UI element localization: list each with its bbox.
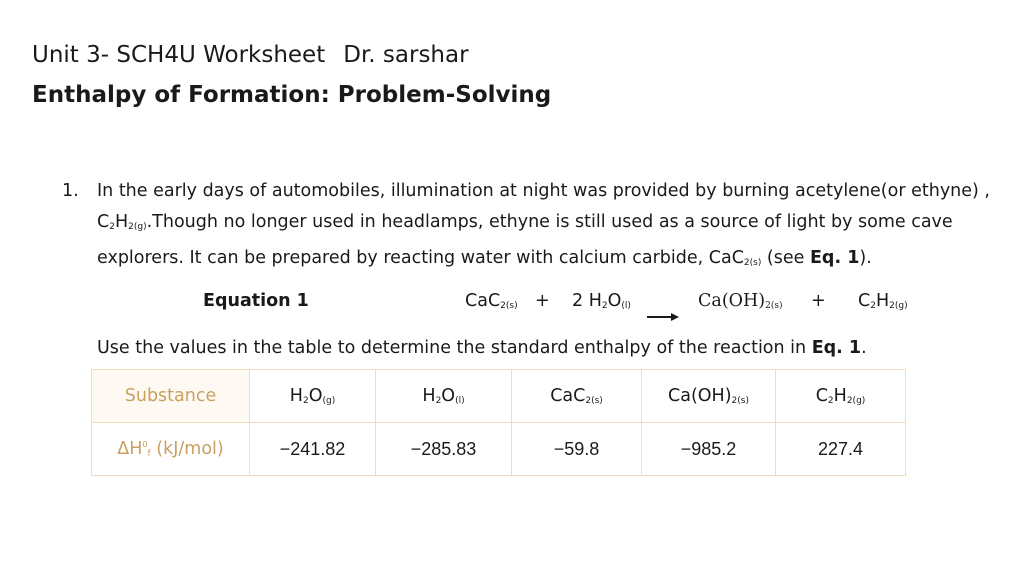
- col-header-h2o-gas: $H_2O_{(g)}$: [250, 370, 376, 423]
- author-name: Dr. sarshar: [343, 42, 469, 68]
- value-caoh2: −985.2: [642, 423, 776, 476]
- product-calcium-hydroxide: $Ca(OH)_{2(s)}$: [698, 291, 783, 311]
- row-header-substance: Substance: [92, 370, 250, 423]
- equation-label: Equation 1: [203, 291, 309, 311]
- question-eq-ref: Eq. 1: [809, 248, 860, 268]
- unit-title: Unit 3- SCH4U Worksheet: [32, 42, 326, 68]
- instruction-text: Use the values in the table to determine the standard enthalpy of the reaction in Eq. 1.: [97, 338, 867, 358]
- col-header-c2h2: $C_2H_{2(g)}$: [776, 370, 906, 423]
- question-sub-3: 2(s): [743, 258, 762, 268]
- table-row-substance: [92, 370, 906, 423]
- question-text-h: H: [114, 212, 129, 232]
- question-text-a: In the early days of automobiles, illumination at night was provided by burning acetylene(or ethyne) , C: [97, 181, 990, 232]
- value-cac2: −59.8: [512, 423, 642, 476]
- value-h2o-gas: −241.82: [250, 423, 376, 476]
- question-text-b: .Though no longer used in headlamps, ethyne is still used as a source of light by some cave explorers. It can be prepared by reacting water with calcium carbide, CaC: [97, 212, 953, 268]
- instruction-eq-ref: Eq. 1: [811, 338, 862, 358]
- question-text: [97, 176, 1012, 279]
- question-sub-2: 2(g): [128, 222, 147, 232]
- reaction-arrow-icon: [647, 312, 679, 322]
- plus-sign-1: +: [535, 291, 550, 311]
- table-row-enthalpy: [92, 423, 906, 476]
- question-text-end: ).: [859, 248, 872, 268]
- question-number: 1.: [62, 181, 79, 201]
- col-header-h2o-liquid: $H_2O_{(l)}$: [376, 370, 512, 423]
- enthalpy-table: [91, 369, 906, 476]
- plus-sign-2: +: [811, 291, 826, 311]
- equation-row: [0, 288, 1034, 328]
- value-c2h2: 227.4: [776, 423, 906, 476]
- reactant-cac2: CaC$_{2(s)}$: [465, 291, 518, 311]
- product-ethyne: $C_2H_{2(g)}$: [858, 291, 908, 311]
- row-header-enthalpy: $\Delta H^0_f$ (kJ/mol): [92, 423, 250, 476]
- page-subtitle: Enthalpy of Formation: Problem-Solving: [32, 82, 552, 108]
- worksheet-title: [32, 42, 469, 68]
- value-h2o-liquid: −285.83: [376, 423, 512, 476]
- col-header-cac2: CaC$_{2(s)}$: [512, 370, 642, 423]
- question-sub-1: 2: [109, 222, 115, 232]
- col-header-caoh2: $Ca(OH)_{2(s)}$: [642, 370, 776, 423]
- question-text-c: (see: [761, 248, 810, 268]
- reactant-water: 2 $H_2O_{(l)}$: [572, 291, 631, 311]
